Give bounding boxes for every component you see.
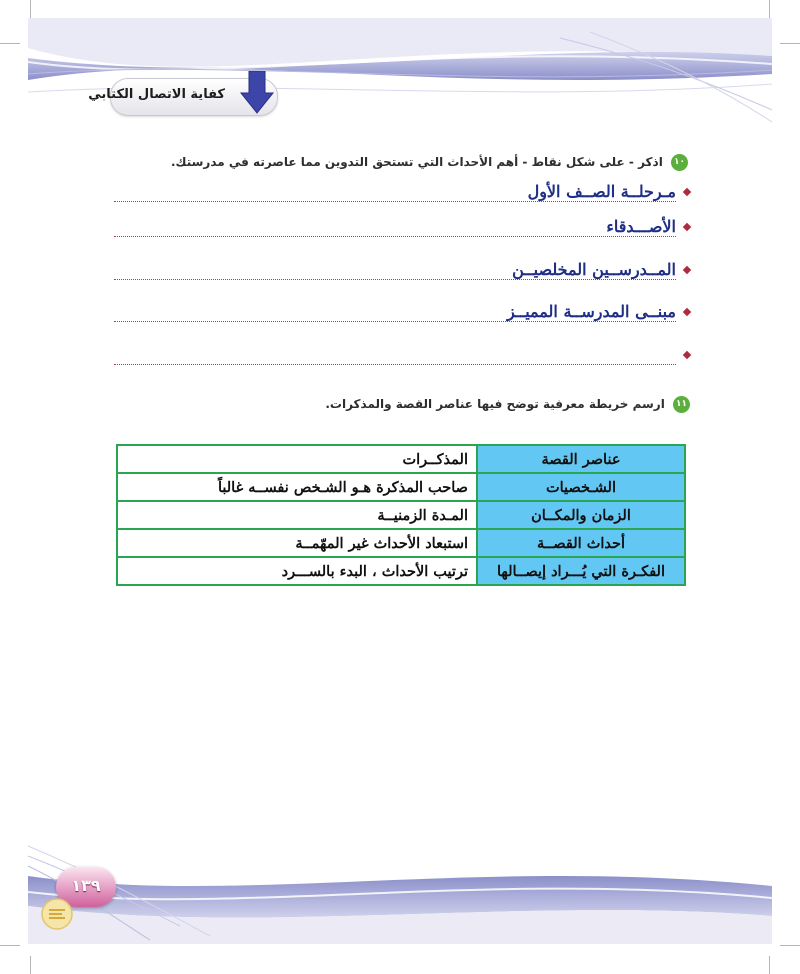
table-cell-key: أحداث القصــة (477, 529, 685, 557)
answer-line-1 (114, 180, 690, 204)
table-cell-value: استبعاد الأحداث غير المهّمــة (117, 529, 477, 557)
table-row (117, 557, 685, 585)
page-number: ١٣٩ (71, 876, 101, 895)
answer-line-3 (114, 258, 690, 282)
answer-line-5 (114, 343, 690, 367)
question-11 (325, 396, 690, 413)
dotted-line (114, 201, 676, 202)
bullet-icon (683, 188, 691, 196)
answer-text: الأصـــدقاء (603, 217, 676, 236)
answer-line-2 (114, 215, 690, 239)
dotted-line (114, 279, 676, 280)
crop-mark-top-right-v (769, 0, 770, 18)
story-elements-table (116, 444, 686, 586)
question-prompt: ارسم خريطة معرفية توضح فيها عناصر القصة والمذكرات. (325, 397, 665, 411)
table-cell-key: الفكـرة التي يُـــراد إيصــالها (477, 557, 685, 585)
bullet-icon (683, 266, 691, 274)
table-cell-key: عناصر القصة (477, 445, 685, 473)
table-row (117, 445, 685, 473)
publisher-logo-icon (40, 897, 74, 931)
crop-mark-bottom-right-v (769, 956, 770, 974)
table-cell-value: المـدة الزمنيــة (117, 501, 477, 529)
section-title-badge (88, 78, 278, 116)
answer-text: مـرحلــة الصــف الأول (525, 182, 676, 201)
question-prompt: اذكر - على شكل نقاط - أهم الأحداث التي تستحق التدوين مما عاصرته في مدرستك. (170, 155, 663, 169)
table-cell-key: الشـخصيات (477, 473, 685, 501)
down-arrow-icon (239, 71, 275, 115)
crop-mark-bottom-left-v (30, 956, 31, 974)
table-cell-value: ترتيب الأحداث ، البدء بالســـرد (117, 557, 477, 585)
question-number-badge: ١١ (673, 396, 690, 413)
table-cell-key: الزمان والمكــان (477, 501, 685, 529)
bullet-icon (683, 351, 691, 359)
answer-text: المــدرســين المخلصيــن (509, 260, 676, 279)
table-row (117, 501, 685, 529)
bottom-wave-band (0, 836, 800, 948)
table-row (117, 529, 685, 557)
bullet-icon (683, 308, 691, 316)
question-number-badge: ١٠ (671, 154, 688, 171)
bullet-icon (683, 223, 691, 231)
table-row (117, 473, 685, 501)
question-10 (171, 154, 688, 171)
crop-mark-top-left-v (30, 0, 31, 18)
answer-line-4 (114, 300, 690, 324)
dotted-line (114, 364, 676, 365)
section-title: كفاية الاتصال الكتابي (88, 87, 225, 102)
table-cell-value: المذكــرات (117, 445, 477, 473)
table-cell-value: صاحب المذكرة هـو الشـخص نفســه غالباً (117, 473, 477, 501)
dotted-line (114, 321, 676, 322)
dotted-line (114, 236, 676, 237)
answer-text: مبنــى المدرســة المميــز (504, 302, 676, 321)
